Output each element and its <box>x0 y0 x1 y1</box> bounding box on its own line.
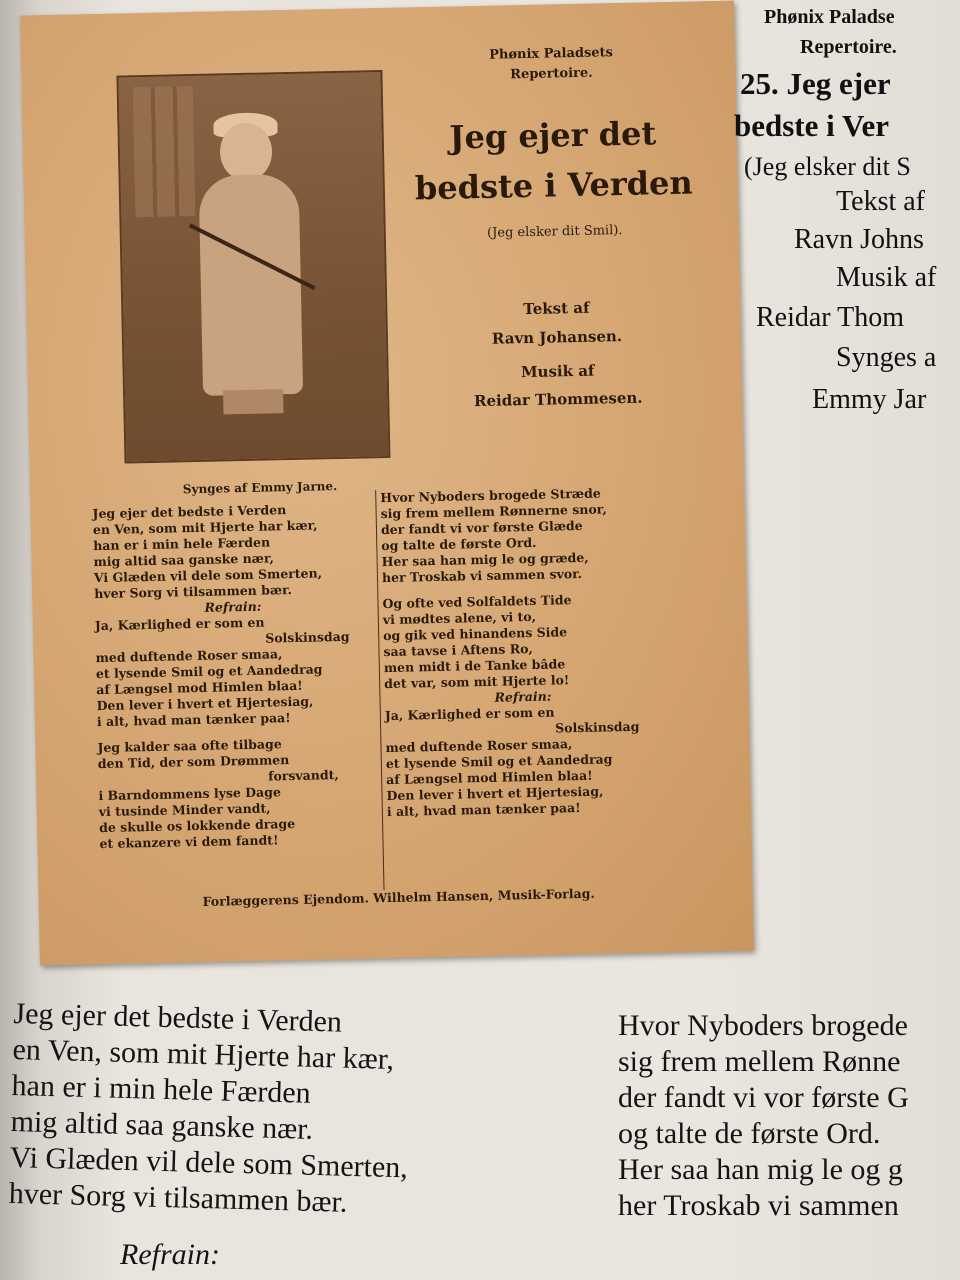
lyric-line: med duftende Roser smaa, <box>95 646 283 666</box>
singer-photo <box>116 70 390 463</box>
sung-by: Synges af Emmy Jarne. <box>182 479 338 497</box>
lyric-line: af Længsel mod Himlen blaa! <box>386 767 593 788</box>
lyric-line: et lysende Smil og et Aandedrag <box>95 661 323 682</box>
lyric-line: Jeg ejer det bedste i Verden <box>92 502 287 522</box>
lyric-line: Jeg kalder saa ofte tilbage <box>97 736 282 756</box>
lyric-line: han er i min hele Færden <box>93 534 271 554</box>
lyric-line: og gik ved hinandens Side <box>383 624 568 644</box>
verse-line: en Ven, som mit Hjerte har kær, <box>12 1032 395 1076</box>
verse-line: hver Sorg vi tilsammen bær. <box>8 1176 348 1219</box>
lower-right-verse <box>618 1008 909 1224</box>
lyric-line: med duftende Roser smaa, <box>385 736 573 756</box>
verse-line: Hvor Nyboders brogede <box>618 1009 908 1042</box>
lyric-line: og talte de første Ord. <box>381 534 537 554</box>
lyric-line: en Ven, som mit Hjerte har kær, <box>92 517 318 538</box>
lyric-line: Den lever i hvert et Hjertesiag, <box>386 783 604 804</box>
right-singer: Emmy Jar <box>812 384 927 415</box>
lyric-line: Og ofte ved Solfaldets Tide <box>382 592 572 612</box>
lyric-line: af Længsel mod Himlen blaa! <box>96 677 303 698</box>
verse-line: og talte de første Ord. <box>618 1117 881 1150</box>
repertoire-line1: Phønix Paladsets <box>489 45 614 63</box>
lyric-line: Solskinsdag <box>265 628 350 646</box>
lyric-line: der fandt vi vor første Glæde <box>380 517 583 538</box>
right-composer: Reidar Thom <box>756 302 905 333</box>
newspaper-clipping <box>20 1 754 966</box>
song-title-line1: Jeg ejer det <box>448 114 657 157</box>
lyric-line: vi mødtes alene, vi to, <box>382 608 537 628</box>
lyric-line: et ekanzere vi dem fandt! <box>99 832 279 852</box>
lower-left-verse <box>8 996 412 1222</box>
composer-name: Reidar Thommesen. <box>473 388 643 411</box>
verse-line: mig altid saa ganske nær. <box>10 1104 314 1146</box>
right-heading-line2: bedste i Ver <box>734 108 889 143</box>
lyric-line: Den lever i hvert et Hjertesiag, <box>96 693 314 714</box>
right-tekst-label: Tekst af <box>836 186 926 217</box>
lyrics-right-column <box>380 483 717 820</box>
right-musik-label: Musik af <box>836 262 937 293</box>
verse-line: sig frem mellem Rønne <box>618 1045 901 1078</box>
lyric-line: Hvor Nyboders brogede Stræde <box>380 485 601 506</box>
lyric-line: et lysende Smil og et Aandedrag <box>385 751 613 772</box>
lyric-line: sig frem mellem Rønnerne snor, <box>380 501 607 522</box>
lyric-line: Solskinsdag <box>555 718 640 736</box>
lyric-line: men midt i de Tanke bâde <box>383 656 566 676</box>
photo-head <box>219 122 272 181</box>
right-subtitle: (Jeg elsker dit S <box>744 152 911 181</box>
song-subtitle: (Jeg elsker dit Smil). <box>486 223 623 241</box>
lyric-line: mig altid saa ganske nær, <box>93 550 275 570</box>
lyric-line: saa tavse i Aftens Ro, <box>383 640 533 660</box>
lyrics-left-column <box>92 500 399 852</box>
right-lyricist: Ravn Johns <box>794 224 924 255</box>
photo-window <box>133 86 196 217</box>
right-repertoire-line1: Phønix Paladse <box>764 6 895 28</box>
verse-line: Jeg ejer det bedste i Verden <box>13 996 343 1039</box>
refrain-label: Refrain: <box>204 598 262 615</box>
right-synges-label: Synges a <box>836 342 937 373</box>
repertoire-line2: Repertoire. <box>510 65 593 83</box>
lyric-line: den Tid, der som Drømmen <box>97 752 290 772</box>
verse-line: der fandt vi vor første G <box>618 1081 909 1114</box>
photo-dress <box>199 174 304 396</box>
verse-line: han er i min hele Færden <box>11 1068 312 1110</box>
lyric-line: vi tusinde Minder vandt, <box>98 800 271 820</box>
lyric-line: Ja, Kærlighed er som en <box>384 704 555 724</box>
lyric-line: i Barndommens lyse Dage <box>98 784 281 804</box>
lyric-line: hver Sorg vi tilsammen bær. <box>94 582 292 602</box>
lyric-line: Her saa han mig le og græde, <box>381 549 589 570</box>
right-heading-line1: 25. Jeg ejer <box>740 66 891 101</box>
verse-line: Her saa han mig le og g <box>618 1153 903 1186</box>
right-repertoire-line2: Repertoire. <box>800 36 897 58</box>
lyric-line: Ja, Kærlighed er som en <box>94 614 265 634</box>
lower-refrain-label: Refrain: <box>120 1238 220 1271</box>
musik-label: Musik af <box>520 361 595 382</box>
lyric-line: i alt, hvad man tænker paa! <box>386 800 581 820</box>
lyric-line: i alt, hvad man tænker paa! <box>96 710 291 730</box>
lyric-line: forsvandt, <box>267 767 339 784</box>
tekst-label: Tekst af <box>523 298 590 319</box>
lyric-line: her Troskab vi sammen svor. <box>381 565 583 586</box>
refrain-label: Refrain: <box>494 688 552 705</box>
song-title-line2: bedste i Verden <box>414 163 694 208</box>
lyric-line: Vi Glæden vil dele som Smerten, <box>93 565 323 586</box>
publisher-footer: Forlæggerens Ejendom. Wilhelm Hansen, Musik-Forlag. <box>202 885 595 909</box>
lyric-line: det var, som mit Hjerte lo! <box>384 672 570 692</box>
lyricist-name: Ravn Johansen. <box>491 327 623 348</box>
lyric-line: de skulle os lokkende drage <box>98 816 296 836</box>
verse-line: her Troskab vi sammen <box>618 1189 899 1222</box>
verse-line: Vi Glæden vil dele som Smerten, <box>9 1140 409 1185</box>
photo-legs <box>223 389 283 414</box>
